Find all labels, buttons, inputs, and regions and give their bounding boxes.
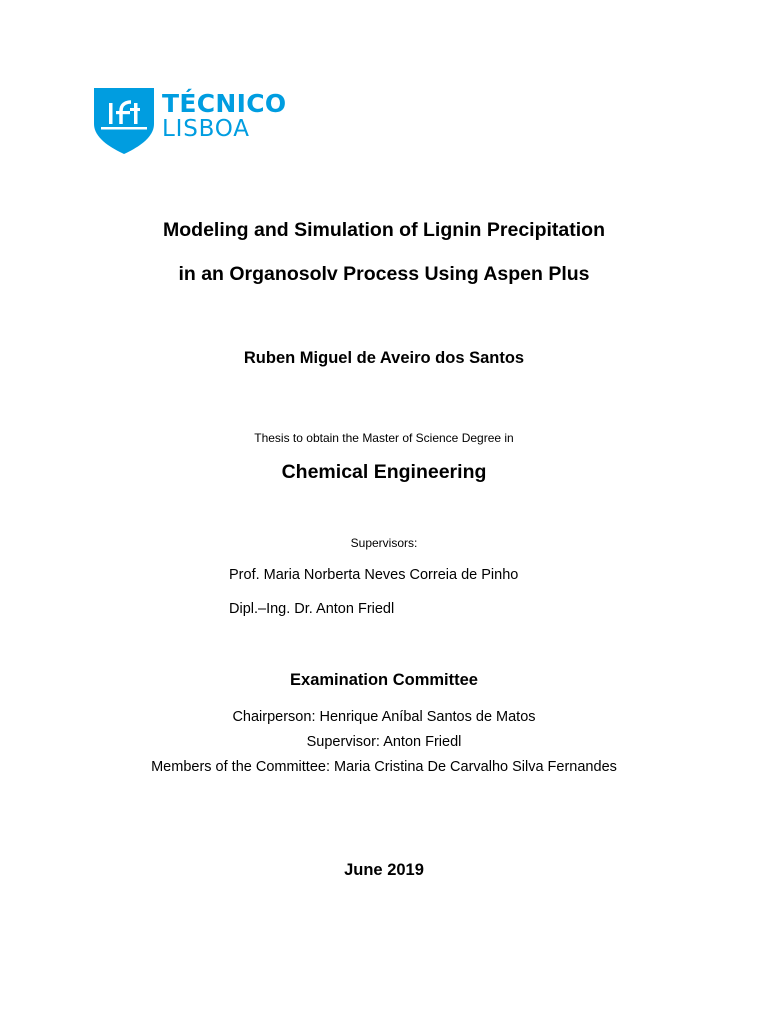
tecnico-lisboa-logo [93,86,287,158]
supervisor-2: Dipl.–Ing. Dr. Anton Friedl [229,601,395,617]
degree-name: Chemical Engineering [281,461,487,483]
thesis-date: June 2019 [344,861,424,879]
thesis-title-line1: Modeling and Simulation of Lignin Precipitation [163,219,605,241]
supervisor-1: Prof. Maria Norberta Neves Correia de Pinho [229,567,519,583]
committee-supervisor: Supervisor: Anton Friedl [306,734,462,750]
committee-chairperson: Chairperson: Henrique Aníbal Santos de Matos [232,709,536,725]
degree-intro: Thesis to obtain the Master of Science Degree in [254,431,514,445]
supervisors-heading: Supervisors: [350,536,418,550]
thesis-title-line2: in an Organosolv Process Using Aspen Plus [178,263,590,285]
logo-name-line2: LISBOA [162,116,250,142]
ist-shield-icon [93,86,155,156]
committee-heading: Examination Committee [290,671,478,689]
author-name: Ruben Miguel de Aveiro dos Santos [243,349,525,367]
committee-members: Members of the Committee: Maria Cristina De Carvalho Silva Fernandes [151,759,617,775]
logo-name-line1: TÉCNICO [162,89,287,118]
